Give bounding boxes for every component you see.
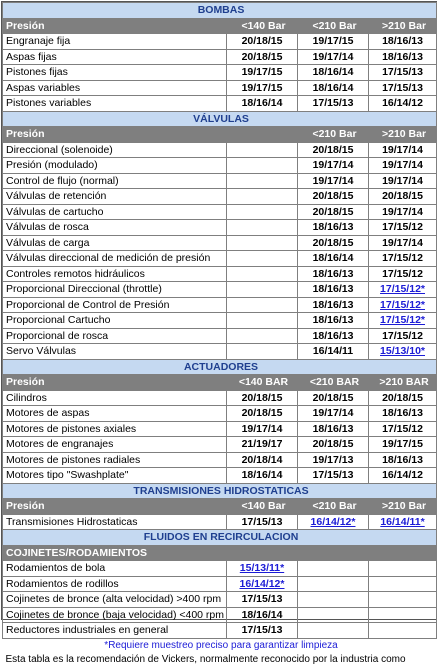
valvulas-table-row [3,235,437,251]
valvulas-value-cell: 18/16/13 [298,297,369,313]
valvulas-row-label: Válvulas direccional de medición de presión [3,251,227,267]
actuadores-value-cell: 16/14/12 [369,468,437,484]
actuadores-value-cell: 20/18/14 [227,452,298,468]
actuadores-header-row [3,375,437,391]
valvulas-row-label: Direccional (solenoide) [3,142,227,158]
valvulas-empty-cell [227,142,298,158]
transmisiones-value-cell: 16/14/12* [298,514,369,530]
fluidos-empty-cell [298,592,369,608]
fluidos-empty-cell [369,592,437,608]
fluidos-row-label: Cojinetes de bronce (baja velocidad) <400 rpm [3,607,227,623]
valvulas-table-row [3,189,437,205]
valvulas-row-label: Proporcional Cartucho [3,313,227,329]
bombas-value-cell: 20/18/15 [227,34,298,50]
valvulas-table-row [3,313,437,329]
valvulas-value-cell: 17/15/12 [369,220,437,236]
valvulas-header-blank [227,127,298,143]
valvulas-empty-cell [227,344,298,360]
valvulas-row-label: Válvulas de carga [3,235,227,251]
valvulas-row-label: Controles remotos hidráulicos [3,266,227,282]
actuadores-section-title: ACTUADORES [3,359,437,375]
actuadores-header-col: <210 BAR [298,375,369,391]
fluidos-empty-cell [298,576,369,592]
valvulas-value-cell: 20/18/15 [298,189,369,205]
actuadores-header-col: >210 BAR [369,375,437,391]
transmisiones-header-col: <210 Bar [298,499,369,515]
actuadores-value-cell: 17/15/13 [298,468,369,484]
actuadores-value-cell: 20/18/15 [227,390,298,406]
fluidos-section-title: FLUIDOS EN RECIRCULACION [3,530,437,546]
valvulas-header-row [3,127,437,143]
bombas-header-row [3,18,437,34]
actuadores-table-row [3,421,437,437]
valvulas-value-cell: 16/14/11 [298,344,369,360]
valvulas-table-row [3,266,437,282]
transmisiones-header-col: >210 Bar [369,499,437,515]
bombas-row-label: Pistones fijas [3,65,227,81]
valvulas-row-label: Control de flujo (normal) [3,173,227,189]
valvulas-empty-cell [227,189,298,205]
fluidos-table-row [3,592,437,608]
valvulas-table-row [3,328,437,344]
valvulas-value-cell: 19/17/14 [298,173,369,189]
valvulas-header-label: Presión [3,127,227,143]
transmisiones-title-row [3,483,437,499]
valvulas-table-row [3,220,437,236]
bombas-value-cell: 19/17/15 [227,65,298,81]
transmisiones-section-title: TRANSMISIONES HIDROSTATICAS [3,483,437,499]
actuadores-row-label: Motores de pistones axiales [3,421,227,437]
fluidos-title-row [3,530,437,546]
actuadores-value-cell: 17/15/12 [369,421,437,437]
valvulas-value-cell: 18/16/13 [298,220,369,236]
bombas-section-title: BOMBAS [3,3,437,19]
actuadores-row-label: Cilindros [3,390,227,406]
actuadores-value-cell: 20/18/15 [298,390,369,406]
valvulas-empty-cell [227,297,298,313]
bombas-value-cell: 18/16/13 [369,34,437,50]
valvulas-empty-cell [227,158,298,174]
valvulas-header-col: <210 Bar [298,127,369,143]
precision-note: *Requiere muestreo preciso para garantizar limpieza [104,639,338,651]
valvulas-row-label: Servo Válvulas [3,344,227,360]
fluidos-empty-cell [298,561,369,577]
cleanliness-table [2,2,437,668]
bombas-header-col: <140 Bar [227,18,298,34]
bombas-value-cell: 17/15/13 [369,80,437,96]
actuadores-table-row [3,437,437,453]
actuadores-value-cell: 21/19/17 [227,437,298,453]
bombas-value-cell: 17/15/13 [369,65,437,81]
valvulas-value-cell: 19/17/14 [369,204,437,220]
fluidos-row-label: Reductores industriales en general [3,623,227,639]
fluidos-table-row [3,561,437,577]
valvulas-value-cell: 20/18/15 [298,142,369,158]
fluidos-value-cell: 15/13/11* [227,561,298,577]
valvulas-value-cell: 19/17/14 [298,158,369,174]
bombas-row-label: Aspas variables [3,80,227,96]
transmisiones-header-row [3,499,437,515]
bombas-value-cell: 18/16/14 [298,65,369,81]
fluidos-row-label: Rodamientos de bola [3,561,227,577]
valvulas-value-cell: 20/18/15 [369,189,437,205]
note-row [3,638,437,653]
valvulas-empty-cell [227,204,298,220]
actuadores-value-cell: 19/17/14 [227,421,298,437]
valvulas-value-cell: 19/17/14 [369,173,437,189]
valvulas-row-label: Válvulas de rosca [3,220,227,236]
valvulas-empty-cell [227,282,298,298]
actuadores-row-label: Motores de aspas [3,406,227,422]
valvulas-value-cell: 19/17/14 [369,142,437,158]
bombas-value-cell: 18/16/14 [298,80,369,96]
bombas-header-col: >210 Bar [369,18,437,34]
actuadores-row-label: Motores tipo "Swashplate" [3,468,227,484]
transmisiones-table-row [3,514,437,530]
transmisiones-value-cell: 16/14/11* [369,514,437,530]
valvulas-value-cell: 19/17/14 [369,235,437,251]
bombas-value-cell: 20/18/15 [227,49,298,65]
actuadores-value-cell: 20/18/15 [227,406,298,422]
valvulas-empty-cell [227,235,298,251]
bombas-row-label: Aspas fijas [3,49,227,65]
valvulas-row-label: Proporcional de rosca [3,328,227,344]
fluidos-value-cell: 17/15/13 [227,623,298,639]
valvulas-empty-cell [227,313,298,329]
actuadores-value-cell: 19/17/14 [298,406,369,422]
footer-text: Esta tabla es la recomendación de Vickers, normalmente reconocido por la industria como [5,654,406,665]
valvulas-table-row [3,251,437,267]
actuadores-header-label: Presión [3,375,227,391]
valvulas-value-cell: 18/16/14 [298,251,369,267]
actuadores-table-row [3,468,437,484]
cleanliness-table-page [1,1,437,665]
bombas-table-row [3,34,437,50]
fluidos-empty-cell [298,623,369,639]
actuadores-table-row [3,406,437,422]
actuadores-value-cell: 18/16/14 [227,468,298,484]
bombas-header-label: Presión [3,18,227,34]
transmisiones-value-cell: 17/15/13 [227,514,298,530]
fluidos-empty-cell [369,561,437,577]
actuadores-row-label: Motores de pistones radiales [3,452,227,468]
valvulas-value-cell: 17/15/12* [369,297,437,313]
valvulas-table-row [3,142,437,158]
bombas-table-row [3,49,437,65]
fluidos-subtitle-row [3,545,437,561]
valvulas-value-cell: 20/18/15 [298,235,369,251]
valvulas-value-cell: 18/16/13 [298,266,369,282]
bombas-value-cell: 18/16/14 [227,96,298,112]
actuadores-title-row [3,359,437,375]
bombas-value-cell: 19/17/14 [298,49,369,65]
valvulas-row-label: Presión (modulado) [3,158,227,174]
transmisiones-row-label: Transmisiones Hidrostaticas [3,514,227,530]
actuadores-table-row [3,390,437,406]
fluidos-empty-cell [369,623,437,639]
valvulas-table-row [3,282,437,298]
valvulas-row-label: Proporcional Direccional (throttle) [3,282,227,298]
actuadores-value-cell: 18/16/13 [369,452,437,468]
bombas-value-cell: 18/16/13 [369,49,437,65]
valvulas-title-row [3,111,437,127]
fluidos-table-row [3,576,437,592]
transmisiones-header-col: <140 Bar [227,499,298,515]
bombas-table-row [3,65,437,81]
valvulas-row-label: Válvulas de retención [3,189,227,205]
actuadores-value-cell: 20/18/15 [298,437,369,453]
bombas-value-cell: 19/17/15 [227,80,298,96]
valvulas-empty-cell [227,173,298,189]
bombas-table-row [3,96,437,112]
valvulas-value-cell: 18/16/13 [298,282,369,298]
bombas-value-cell: 16/14/12 [369,96,437,112]
valvulas-value-cell: 17/15/12 [369,266,437,282]
fluidos-table-row [3,623,437,639]
valvulas-value-cell: 18/16/13 [298,328,369,344]
valvulas-table-row [3,158,437,174]
valvulas-value-cell: 17/15/12 [369,328,437,344]
fluidos-empty-cell [369,576,437,592]
valvulas-value-cell: 18/16/13 [298,313,369,329]
actuadores-value-cell: 18/16/13 [298,421,369,437]
valvulas-header-col: >210 Bar [369,127,437,143]
actuadores-table-row [3,452,437,468]
fluidos-table-row [3,607,437,623]
valvulas-value-cell: 19/17/14 [369,158,437,174]
valvulas-table-row [3,204,437,220]
fluidos-value-cell: 16/14/12* [227,576,298,592]
fluidos-subtitle: COJINETES/RODAMIENTOS [3,545,437,561]
bombas-title-row [3,3,437,19]
actuadores-row-label: Motores de engranajes [3,437,227,453]
fluidos-value-cell: 18/16/14 [227,607,298,623]
fluidos-empty-cell [298,607,369,623]
valvulas-table-row [3,344,437,360]
actuadores-value-cell: 20/18/15 [369,390,437,406]
fluidos-value-cell: 17/15/13 [227,592,298,608]
valvulas-value-cell: 15/13/10* [369,344,437,360]
valvulas-row-label: Proporcional de Control de Presión [3,297,227,313]
bombas-value-cell: 19/17/15 [298,34,369,50]
bombas-row-label: Pistones variables [3,96,227,112]
valvulas-empty-cell [227,220,298,236]
bombas-table-row [3,80,437,96]
actuadores-value-cell: 19/17/13 [298,452,369,468]
bombas-value-cell: 17/15/13 [298,96,369,112]
valvulas-value-cell: 17/15/12 [369,251,437,267]
bombas-header-col: <210 Bar [298,18,369,34]
valvulas-table-row [3,297,437,313]
valvulas-row-label: Válvulas de cartucho [3,204,227,220]
fluidos-row-label: Rodamientos de rodillos [3,576,227,592]
valvulas-value-cell: 20/18/15 [298,204,369,220]
valvulas-value-cell: 17/15/12* [369,313,437,329]
valvulas-empty-cell [227,266,298,282]
valvulas-empty-cell [227,328,298,344]
actuadores-value-cell: 18/16/13 [369,406,437,422]
valvulas-empty-cell [227,251,298,267]
actuadores-header-col: <140 BAR [227,375,298,391]
actuadores-value-cell: 19/17/15 [369,437,437,453]
fluidos-empty-cell [369,607,437,623]
footer-row [3,653,437,668]
valvulas-value-cell: 17/15/12* [369,282,437,298]
valvulas-table-row [3,173,437,189]
fluidos-row-label: Cojinetes de bronce (alta velocidad) >400 rpm [3,592,227,608]
transmisiones-header-label: Presión [3,499,227,515]
bombas-row-label: Engranaje fija [3,34,227,50]
valvulas-section-title: VÁLVULAS [3,111,437,127]
